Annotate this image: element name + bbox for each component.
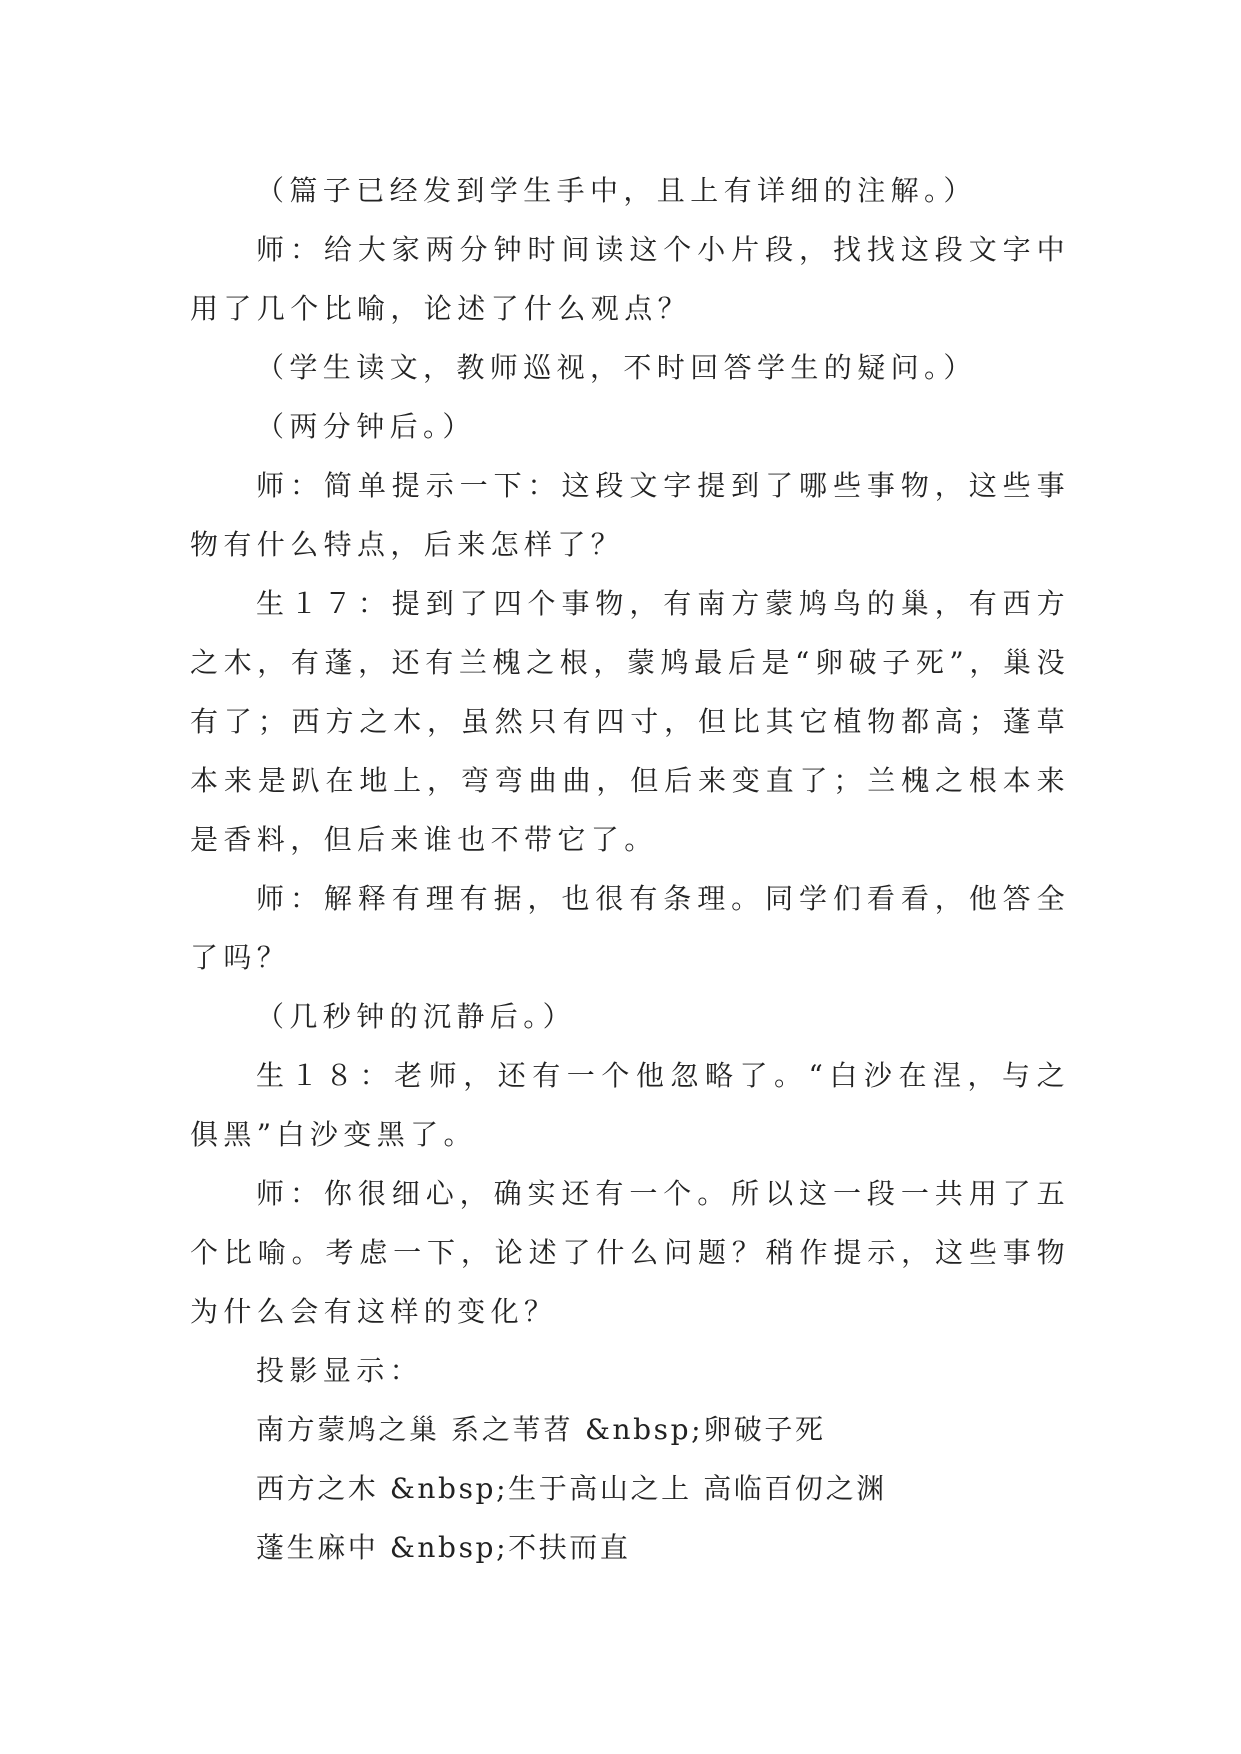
paragraph-projection-label: 投影显示： bbox=[256, 1354, 424, 1387]
paragraph-teacher-question: 师：你很细心，确实还有一个。所以这一段一共用了五个比喻。考虑一下，论述了什么问题？稍作提示，这些事物为什么会有这样的变化？ bbox=[190, 1177, 1070, 1328]
paragraph-student-18-answer: 生１８：老师，还有一个他忽略了。“白沙在涅，与之俱黑”白沙变黑了。 bbox=[190, 1059, 1070, 1151]
paragraph-teacher-feedback: 师：解释有理有据，也很有条理。同学们看看，他答全了吗？ bbox=[190, 882, 1070, 974]
paragraph-note-handout: （篇子已经发到学生手中，且上有详细的注解。） bbox=[256, 174, 977, 207]
paragraph-projection-line-2: 西方之木 &nbsp;生于高山之上 高临百仞之渊 bbox=[256, 1472, 887, 1505]
document-body bbox=[190, 161, 1070, 1577]
paragraph-student-17-answer: 生１７：提到了四个事物，有南方蒙鸠鸟的巢，有西方之木，有蓬，还有兰槐之根，蒙鸠最后是“卵破子死”，巢没有了；西方之木，虽然只有四寸，但比其它植物都高；蓬草本来是趴在地上，弯弯曲曲，但后来变直了；兰槐之根本来是香料，但后来谁也不带它了。 bbox=[190, 587, 1070, 856]
paragraph-projection-line-3: 蓬生麻中 &nbsp;不扶而直 bbox=[256, 1531, 631, 1564]
paragraph-note-students-reading: （学生读文，教师巡视，不时回答学生的疑问。） bbox=[256, 351, 977, 384]
paragraph-teacher-hint: 师：简单提示一下：这段文字提到了哪些事物，这些事物有什么特点，后来怎样了？ bbox=[190, 469, 1070, 561]
paragraph-note-two-minutes-later: （两分钟后。） bbox=[256, 410, 476, 443]
paragraph-note-silence: （几秒钟的沉静后。） bbox=[256, 1000, 577, 1033]
paragraph-teacher-instruction: 师：给大家两分钟时间读这个小片段，找找这段文字中用了几个比喻，论述了什么观点？ bbox=[190, 233, 1070, 325]
paragraph-projection-line-1: 南方蒙鸠之巢 系之苇苕 &nbsp;卵破子死 bbox=[256, 1413, 826, 1446]
